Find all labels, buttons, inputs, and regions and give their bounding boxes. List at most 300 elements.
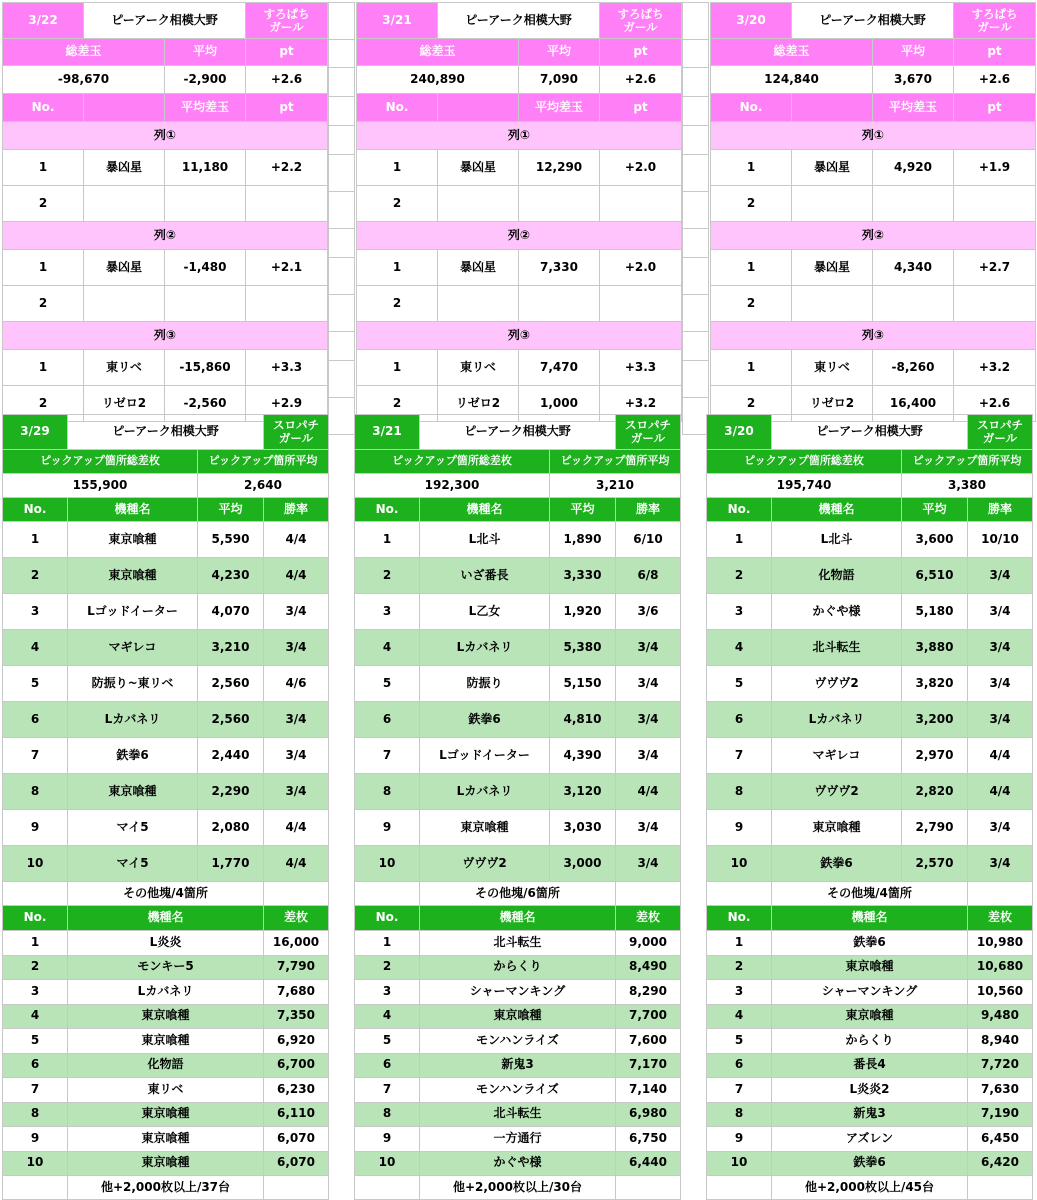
row-avg: 4,230	[198, 558, 264, 594]
footer-row	[707, 1176, 1033, 1200]
table-row	[3, 738, 329, 774]
row-machine: モンキー5	[68, 955, 264, 980]
row-rate: 4/4	[264, 558, 329, 594]
table-row	[3, 846, 329, 882]
row-machine: L乙女	[420, 594, 550, 630]
row-machine: 暴凶星	[792, 150, 873, 186]
pickup-avg: 2,640	[198, 474, 329, 498]
table-row	[355, 522, 681, 558]
spacer-cell	[683, 229, 709, 258]
table-row	[355, 931, 681, 956]
row-machine: 北斗転生	[420, 931, 616, 956]
row-no: 4	[707, 630, 772, 666]
summary-pt-header: pt	[600, 39, 682, 66]
row-no: 10	[355, 846, 420, 882]
row-no: 1	[3, 150, 84, 186]
row-machine: 防振り~東リベ	[68, 666, 198, 702]
row-machine: 東京喰種	[68, 1102, 264, 1127]
table-row	[711, 350, 1036, 386]
row-avg: 5,380	[550, 630, 616, 666]
table-row	[355, 1053, 681, 1078]
row-no: 7	[355, 1078, 420, 1103]
table-row	[3, 931, 329, 956]
tag-cell: スロパチ ガール	[264, 415, 329, 450]
diff-header-no: No.	[707, 906, 772, 931]
row-avg: 2,560	[198, 666, 264, 702]
row-no: 2	[357, 286, 438, 322]
ranking-header-avg: 平均	[902, 498, 968, 522]
pickup-header-row	[707, 450, 1033, 474]
spacer-cell	[683, 40, 709, 68]
other-note-row	[707, 882, 1033, 906]
row-machine	[792, 186, 873, 222]
row-rate: 3/4	[616, 846, 681, 882]
table-row	[355, 630, 681, 666]
table-row	[3, 1102, 329, 1127]
row-machine: 暴凶星	[84, 150, 165, 186]
spacer-cell	[329, 229, 355, 258]
table-row	[707, 774, 1033, 810]
table-row	[355, 594, 681, 630]
row-rate: 3/4	[616, 702, 681, 738]
row-avg: 1,920	[550, 594, 616, 630]
row-no: 2	[3, 558, 68, 594]
row-machine: ヴヴヴ2	[772, 666, 902, 702]
table-row	[707, 738, 1033, 774]
other-note: その他塊/4箇所	[772, 882, 968, 906]
spacer-row	[683, 295, 709, 332]
spacer-row	[683, 126, 709, 155]
row-avg: 5,180	[902, 594, 968, 630]
spacer-cell	[329, 155, 355, 192]
section-title: 列②	[3, 222, 328, 250]
spacer-row	[329, 40, 355, 68]
table-row	[707, 1127, 1033, 1152]
row-machine: 暴凶星	[792, 250, 873, 286]
summary-row	[357, 66, 682, 94]
row-rate: 3/4	[968, 666, 1033, 702]
row-no: 5	[3, 666, 68, 702]
row-no: 7	[3, 738, 68, 774]
row-rate: 3/6	[616, 594, 681, 630]
row-no: 8	[707, 1102, 772, 1127]
row-no: 1	[707, 522, 772, 558]
table-header-row	[707, 415, 1033, 450]
spacer-cell	[683, 361, 709, 398]
row-avg: 4,070	[198, 594, 264, 630]
other-note-row	[355, 882, 681, 906]
spacer-cell	[329, 361, 355, 398]
row-avg: 2,970	[902, 738, 968, 774]
spacer-cell	[683, 295, 709, 332]
row-machine: かぐや様	[772, 594, 902, 630]
spacer-row	[683, 155, 709, 192]
row-machine: リゼロ2	[438, 386, 519, 422]
spacer-row	[683, 68, 709, 97]
row-no: 1	[355, 522, 420, 558]
store-name: ピーアーク相模大野	[772, 415, 968, 450]
spacer-row	[329, 192, 355, 229]
other-note-empty	[968, 882, 1033, 906]
row-no: 2	[355, 558, 420, 594]
row-machine: 鉄拳6	[772, 1151, 968, 1176]
pickup-avg: 3,380	[902, 474, 1033, 498]
tag-cell: すろぱち ガール	[600, 3, 682, 39]
row-no: 2	[711, 186, 792, 222]
row-no: 1	[711, 350, 792, 386]
spacer-cell	[329, 332, 355, 361]
table-row	[3, 630, 329, 666]
section-title-row	[357, 322, 682, 350]
diff-header-diff: 差枚	[616, 906, 681, 931]
row-avg: 5,150	[550, 666, 616, 702]
row-diff: 6,440	[616, 1151, 681, 1176]
spacer-cell	[683, 3, 709, 40]
row-machine: いざ番長	[420, 558, 550, 594]
table-row	[707, 1053, 1033, 1078]
spacer-row	[329, 3, 355, 40]
row-machine: 東リベ	[792, 350, 873, 386]
row-avg: -1,480	[165, 250, 246, 286]
row-diff: 9,000	[616, 931, 681, 956]
row-no: 9	[3, 1127, 68, 1152]
table-row	[707, 666, 1033, 702]
row-no: 1	[355, 931, 420, 956]
row-pt: +2.0	[600, 250, 682, 286]
spacer-cell	[683, 126, 709, 155]
row-machine: シャーマンキング	[772, 980, 968, 1005]
section-title: 列①	[711, 122, 1036, 150]
row-pt: +2.2	[246, 150, 328, 186]
row-no: 2	[711, 286, 792, 322]
table-header-row	[3, 415, 329, 450]
table-row	[3, 810, 329, 846]
row-avg: 3,600	[902, 522, 968, 558]
row-avg: 2,080	[198, 810, 264, 846]
row-rate: 3/4	[264, 630, 329, 666]
summary-total: -98,670	[3, 66, 165, 94]
diff-header-row	[707, 906, 1033, 931]
spacer-row	[683, 361, 709, 398]
row-avg: 2,290	[198, 774, 264, 810]
row-pt	[954, 186, 1036, 222]
ranking-header-rate: 勝率	[264, 498, 329, 522]
table-row	[355, 810, 681, 846]
spacer-cell	[683, 398, 709, 435]
row-machine: かぐや様	[420, 1151, 616, 1176]
row-rate: 10/10	[968, 522, 1033, 558]
row-no: 8	[3, 774, 68, 810]
row-diff: 9,480	[968, 1004, 1033, 1029]
row-machine: L炎炎2	[772, 1078, 968, 1103]
row-no: 1	[3, 522, 68, 558]
summary-avg: -2,900	[165, 66, 246, 94]
row-avg: -15,860	[165, 350, 246, 386]
section-title-row	[3, 222, 328, 250]
table-row	[707, 980, 1033, 1005]
table-row	[355, 1102, 681, 1127]
spacer-cell	[329, 97, 355, 126]
row-no: 10	[355, 1151, 420, 1176]
row-machine: マギレコ	[772, 738, 902, 774]
table-row	[3, 1078, 329, 1103]
row-rate: 3/4	[616, 738, 681, 774]
row-no: 5	[3, 1029, 68, 1054]
row-avg: 2,560	[198, 702, 264, 738]
row-machine: 防振り	[420, 666, 550, 702]
row-machine: 新鬼3	[420, 1053, 616, 1078]
row-no: 1	[357, 150, 438, 186]
row-machine: 暴凶星	[84, 250, 165, 286]
table-header-row	[357, 3, 682, 39]
ranking-header-machine: 機種名	[772, 498, 902, 522]
row-pt	[600, 286, 682, 322]
spacer-cell	[329, 68, 355, 97]
summary-pt-header: pt	[954, 39, 1036, 66]
row-avg: 1,000	[519, 386, 600, 422]
row-machine: Lゴッドイーター	[420, 738, 550, 774]
row-no: 5	[355, 666, 420, 702]
ranking-header-row	[3, 498, 329, 522]
table-row	[707, 594, 1033, 630]
tag-cell: すろぱち ガール	[954, 3, 1036, 39]
table-row	[3, 186, 328, 222]
row-rate: 3/4	[968, 558, 1033, 594]
table-row	[707, 846, 1033, 882]
row-machine: 東京喰種	[68, 522, 198, 558]
table-row	[355, 558, 681, 594]
diff-header-row	[3, 906, 329, 931]
table-row	[707, 702, 1033, 738]
table-row	[3, 522, 329, 558]
row-diff: 7,170	[616, 1053, 681, 1078]
row-no: 9	[707, 1127, 772, 1152]
table-row	[3, 1029, 329, 1054]
row-no: 3	[3, 594, 68, 630]
pickup-avg-header: ピックアップ箇所平均	[198, 450, 329, 474]
section-title: 列②	[711, 222, 1036, 250]
row-avg: 4,390	[550, 738, 616, 774]
section-title-row	[711, 222, 1036, 250]
section-title: 列③	[3, 322, 328, 350]
row-diff: 7,680	[264, 980, 329, 1005]
row-diff: 6,450	[968, 1127, 1033, 1152]
row-avg: 3,210	[198, 630, 264, 666]
summary-header-row	[3, 39, 328, 66]
summary-pt: +2.6	[954, 66, 1036, 94]
row-avg: 4,340	[873, 250, 954, 286]
row-machine: 新鬼3	[772, 1102, 968, 1127]
row-avg: 2,820	[902, 774, 968, 810]
row-no: 8	[355, 1102, 420, 1127]
diff-header-diff: 差枚	[264, 906, 329, 931]
row-machine: Lカバネリ	[420, 774, 550, 810]
row-diff: 7,700	[616, 1004, 681, 1029]
list-header-name	[84, 94, 165, 122]
row-diff: 7,790	[264, 955, 329, 980]
footer-note: 他+2,000枚以上/37台	[68, 1176, 264, 1200]
row-machine: 東京喰種	[420, 1004, 616, 1029]
pickup-row	[355, 474, 681, 498]
store-name: ピーアーク相模大野	[438, 3, 600, 39]
row-rate: 3/4	[264, 594, 329, 630]
row-avg	[165, 186, 246, 222]
row-machine: モンハンライズ	[420, 1029, 616, 1054]
row-no: 1	[711, 150, 792, 186]
spacer-cell	[683, 97, 709, 126]
footer-row	[3, 1176, 329, 1200]
footer-empty	[968, 1176, 1033, 1200]
section-title: 列①	[357, 122, 682, 150]
row-no: 2	[355, 955, 420, 980]
row-machine: 東京喰種	[772, 810, 902, 846]
section-title-row	[3, 322, 328, 350]
diff-header-row	[355, 906, 681, 931]
row-avg: 11,180	[165, 150, 246, 186]
row-avg: 4,810	[550, 702, 616, 738]
row-pt: +1.9	[954, 150, 1036, 186]
table-row	[707, 558, 1033, 594]
row-rate: 3/4	[616, 666, 681, 702]
row-no: 7	[707, 738, 772, 774]
pickup-total: 195,740	[707, 474, 902, 498]
row-no: 6	[707, 1053, 772, 1078]
other-note-empty	[707, 882, 772, 906]
list-header-pt: pt	[954, 94, 1036, 122]
row-no: 8	[707, 774, 772, 810]
spacer-row	[329, 126, 355, 155]
spacer-row	[329, 258, 355, 295]
row-diff: 10,680	[968, 955, 1033, 980]
row-machine: リゼロ2	[792, 386, 873, 422]
row-machine: 東京喰種	[68, 1151, 264, 1176]
list-header-no: No.	[357, 94, 438, 122]
spacer-row	[329, 97, 355, 126]
summary-total-header: 総差玉	[357, 39, 519, 66]
spacer-cell	[329, 3, 355, 40]
row-machine: Lカバネリ	[68, 980, 264, 1005]
tag-cell: スロパチ ガール	[616, 415, 681, 450]
row-diff: 7,140	[616, 1078, 681, 1103]
row-rate: 4/4	[264, 846, 329, 882]
row-rate: 3/4	[968, 846, 1033, 882]
table-row	[355, 1127, 681, 1152]
spacer-row	[329, 332, 355, 361]
pickup-header-row	[3, 450, 329, 474]
row-no: 10	[707, 1151, 772, 1176]
spacer-row	[329, 361, 355, 398]
section-title: 列②	[357, 222, 682, 250]
row-no: 1	[3, 931, 68, 956]
section-title-row	[711, 322, 1036, 350]
summary-row	[711, 66, 1036, 94]
ranking-header-machine: 機種名	[68, 498, 198, 522]
row-avg: 1,890	[550, 522, 616, 558]
row-diff: 6,110	[264, 1102, 329, 1127]
table-row	[3, 1127, 329, 1152]
row-machine: 鉄拳6	[420, 702, 550, 738]
spacer-cell	[683, 332, 709, 361]
table-row	[357, 350, 682, 386]
row-pt	[600, 186, 682, 222]
table-header-row	[3, 3, 328, 39]
diff-header-no: No.	[355, 906, 420, 931]
row-no: 3	[707, 594, 772, 630]
spacer-cell	[683, 258, 709, 295]
row-pt	[246, 286, 328, 322]
summary-pt: +2.6	[246, 66, 328, 94]
row-avg: 3,120	[550, 774, 616, 810]
summary-total: 240,890	[357, 66, 519, 94]
table-row	[3, 286, 328, 322]
date-cell: 3/21	[355, 415, 420, 450]
pickup-avg-header: ピックアップ箇所平均	[550, 450, 681, 474]
date-cell: 3/20	[711, 3, 792, 39]
other-note-empty	[616, 882, 681, 906]
pickup-table	[2, 414, 329, 1200]
row-avg: 16,400	[873, 386, 954, 422]
spacer-column	[328, 2, 355, 435]
row-no: 10	[707, 846, 772, 882]
row-no: 4	[3, 630, 68, 666]
store-name: ピーアーク相模大野	[420, 415, 616, 450]
row-machine	[438, 286, 519, 322]
row-diff: 7,600	[616, 1029, 681, 1054]
table-row	[355, 702, 681, 738]
pickup-header-row	[355, 450, 681, 474]
row-no: 2	[3, 186, 84, 222]
ranking-header-no: No.	[3, 498, 68, 522]
table-row	[355, 774, 681, 810]
row-machine: アズレン	[772, 1127, 968, 1152]
table-row	[357, 286, 682, 322]
summary-total-header: 総差玉	[3, 39, 165, 66]
row-diff: 8,290	[616, 980, 681, 1005]
row-avg	[519, 286, 600, 322]
row-avg: 2,790	[902, 810, 968, 846]
row-avg	[519, 186, 600, 222]
row-rate: 3/4	[968, 810, 1033, 846]
row-pt: +2.0	[600, 150, 682, 186]
pickup-total-header: ピックアップ箇所総差枚	[707, 450, 902, 474]
row-no: 4	[355, 630, 420, 666]
summary-header-row	[711, 39, 1036, 66]
row-rate: 4/4	[264, 522, 329, 558]
row-avg: 3,030	[550, 810, 616, 846]
section-title: 列①	[3, 122, 328, 150]
row-no: 6	[355, 1053, 420, 1078]
section-title-row	[3, 122, 328, 150]
table-row	[355, 846, 681, 882]
diff-header-diff: 差枚	[968, 906, 1033, 931]
summary-total: 124,840	[711, 66, 873, 94]
row-machine: 鉄拳6	[772, 931, 968, 956]
table-row	[3, 955, 329, 980]
section-title-row	[357, 122, 682, 150]
table-row	[707, 955, 1033, 980]
section-title: 列③	[357, 322, 682, 350]
spacer-cell	[329, 192, 355, 229]
pickup-row	[3, 474, 329, 498]
row-avg: 3,200	[902, 702, 968, 738]
diff-header-machine: 機種名	[68, 906, 264, 931]
summary-avg-header: 平均	[165, 39, 246, 66]
row-machine: 化物語	[68, 1053, 264, 1078]
spacer-row	[329, 398, 355, 435]
row-rate: 3/4	[264, 702, 329, 738]
other-note: その他塊/4箇所	[68, 882, 264, 906]
row-avg: -2,560	[165, 386, 246, 422]
